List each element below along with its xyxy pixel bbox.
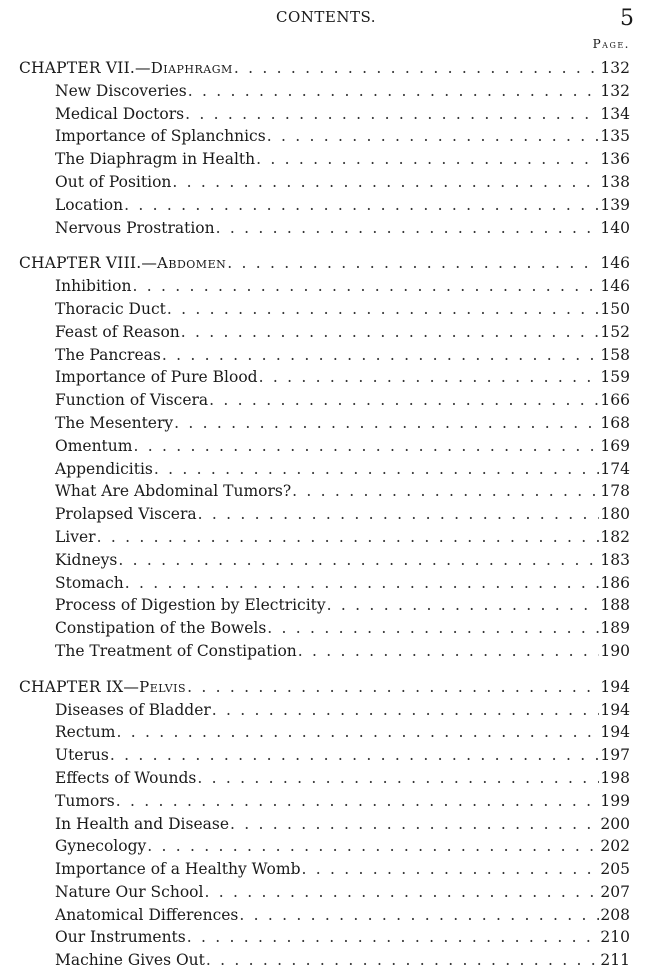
toc-entry[interactable] [0, 321, 652, 344]
toc-entry-title: What Are Abdominal Tumors? [55, 482, 292, 501]
toc-entry-page: 159 [600, 368, 630, 387]
toc-entry-page: 135 [600, 127, 630, 146]
toc-entry-page: 202 [600, 837, 630, 856]
toc-entry-page: 166 [600, 391, 630, 410]
dot-leader [162, 344, 600, 367]
toc-entry-title: Tumors [55, 791, 115, 810]
dot-leader [198, 503, 600, 526]
dot-leader [187, 926, 600, 949]
toc-entry-title: New Discoveries [55, 81, 187, 100]
toc-entry[interactable] [0, 171, 652, 194]
dot-leader [133, 435, 599, 458]
toc-entry-page: 178 [600, 482, 630, 501]
chapter-number: CHAPTER VIII.— [19, 254, 158, 273]
toc-entry-page: 152 [600, 322, 630, 341]
toc-entry-page: 207 [600, 882, 630, 901]
toc-entry[interactable] [0, 926, 652, 949]
toc-entry-title: Gynecology [55, 837, 147, 856]
dot-leader [239, 904, 599, 927]
toc-entry-page: 132 [600, 81, 630, 100]
toc-entry-title: Machine Gives Out [55, 951, 205, 970]
chapter-title: Abdomen [157, 254, 227, 273]
toc-entry[interactable] [0, 80, 652, 103]
chapter-page: 194 [600, 677, 630, 696]
toc-entry-page: 197 [600, 746, 630, 765]
toc-entry-page: 150 [600, 299, 630, 318]
toc-entry-title: Liver [55, 527, 96, 546]
toc-entry[interactable] [0, 744, 652, 767]
dot-leader [116, 790, 600, 813]
toc-entry-page: 180 [600, 505, 630, 524]
toc-entry[interactable] [0, 835, 652, 858]
toc-entry-title: Importance of a Healthy Womb [55, 860, 301, 879]
dot-leader [256, 148, 599, 171]
dot-leader [259, 366, 600, 389]
chapter-spacer [0, 239, 652, 252]
toc-entry-title: Prolapsed Viscera [55, 505, 197, 524]
toc-entry[interactable] [0, 435, 652, 458]
toc-entry-title: Function of Viscera [55, 391, 209, 410]
toc-entry-page: 169 [600, 436, 630, 455]
chapter-page: 132 [600, 59, 630, 77]
chapter-page: 146 [600, 254, 630, 273]
toc-entry[interactable] [0, 480, 652, 503]
toc-entry[interactable] [0, 881, 652, 904]
toc-entry-title: Nervous Prostration [55, 218, 215, 237]
dot-leader [216, 217, 600, 240]
toc-entry-title: Nature Our School [55, 882, 204, 901]
toc-entry-page: 186 [600, 573, 630, 592]
toc-entry-page: 210 [600, 928, 630, 947]
toc-entry-title: Medical Doctors [55, 104, 185, 123]
chapter-number: CHAPTER VII.— [19, 59, 151, 77]
toc-entry-page: 199 [600, 791, 630, 810]
toc-entry-title: Anatomical Differences [55, 905, 239, 924]
toc-entry-title: Process of Digestion by Electricity [55, 596, 326, 615]
toc-entry[interactable] [0, 572, 652, 595]
toc-entry-title: Rectum [55, 723, 116, 742]
toc-entry-title: Effects of Wounds [55, 768, 197, 787]
toc-entry-title: Our Instruments [55, 928, 186, 947]
toc-entry[interactable] [0, 344, 652, 367]
dot-leader [302, 858, 600, 881]
page-column-label: Page. [592, 37, 630, 51]
toc-entry-title: Diseases of Bladder [55, 700, 211, 719]
dot-leader [174, 412, 599, 435]
toc-entry-title: Importance of Splanchnics [55, 127, 266, 146]
toc-entry-page: 168 [600, 413, 630, 432]
toc-entry-title: Feast of Reason [55, 322, 180, 341]
toc-entry-title: Out of Position [55, 172, 172, 191]
dot-leader [292, 480, 599, 503]
toc-entry[interactable] [0, 275, 652, 298]
chapter-number: CHAPTER IX— [19, 677, 140, 696]
dot-leader [125, 572, 600, 595]
chapter-heading-row[interactable] [0, 676, 652, 699]
toc-entry[interactable] [0, 503, 652, 526]
toc-entry[interactable] [0, 458, 652, 481]
dot-leader [298, 640, 600, 663]
toc-entry-title: Thoracic Duct [55, 299, 166, 318]
toc-entry-title: Constipation of the Bowels [55, 619, 267, 638]
toc-entry-page: 136 [600, 150, 630, 169]
toc-entry-page: 194 [600, 723, 630, 742]
toc-entry-page: 190 [600, 641, 630, 660]
dot-leader [327, 594, 600, 617]
toc-entry-page: 139 [600, 195, 630, 214]
dot-leader [230, 813, 599, 836]
dot-leader [116, 721, 599, 744]
dot-leader [212, 699, 600, 722]
dot-leader [172, 171, 599, 194]
dot-leader [147, 835, 599, 858]
dot-leader [188, 80, 600, 103]
dot-leader [204, 881, 599, 904]
dot-leader [154, 458, 600, 481]
toc-entry[interactable] [0, 904, 652, 927]
toc-entry-page: 211 [600, 951, 630, 970]
toc-entry-page: 205 [600, 860, 630, 879]
toc-entry[interactable] [0, 412, 652, 435]
toc-entry-page: 146 [600, 277, 630, 296]
toc-entry-page: 182 [600, 527, 630, 546]
toc-entry[interactable] [0, 389, 652, 412]
toc-entry[interactable] [0, 699, 652, 722]
dot-leader [267, 125, 600, 148]
toc-entry-page: 194 [600, 700, 630, 719]
dot-leader [197, 767, 599, 790]
chapter-title: Diaphragm [150, 59, 233, 77]
toc-entry-title: Appendicitis [55, 459, 153, 478]
toc-entry[interactable] [0, 640, 652, 663]
dot-leader [167, 298, 600, 321]
toc-entry-page: 188 [600, 596, 630, 615]
toc-entry[interactable] [0, 790, 652, 813]
toc-entry-title: The Pancreas [55, 345, 161, 364]
toc-entry-title: The Mesentery [55, 413, 174, 432]
toc-entry[interactable] [0, 767, 652, 790]
toc-entry-page: 138 [600, 172, 630, 191]
toc-entry[interactable] [0, 813, 652, 836]
chapter-spacer [0, 663, 652, 676]
toc-entry[interactable] [0, 858, 652, 881]
chapter-heading-row[interactable] [0, 57, 652, 80]
toc-entry-page: 198 [600, 768, 630, 787]
dot-leader [124, 194, 599, 217]
dot-leader [209, 389, 599, 412]
toc-entry[interactable] [0, 217, 652, 240]
dot-leader [181, 321, 600, 344]
toc-entry[interactable] [0, 366, 652, 389]
toc-entry[interactable] [0, 549, 652, 572]
toc-entry-title: Location [55, 195, 124, 214]
toc-entry-page: 189 [600, 619, 630, 638]
toc-entry-page: 208 [600, 905, 630, 924]
dot-leader [118, 549, 599, 572]
toc-entry[interactable] [0, 103, 652, 126]
toc-entry[interactable] [0, 194, 652, 217]
table-of-contents [0, 57, 652, 972]
toc-entry[interactable] [0, 148, 652, 171]
toc-entry-title: Inhibition [55, 277, 132, 296]
toc-entry-title: Omentum [55, 436, 133, 455]
toc-entry-title: The Treatment of Constipation [55, 641, 297, 660]
toc-entry-title: Uterus [55, 746, 109, 765]
toc-entry-title: Importance of Pure Blood [55, 368, 258, 387]
toc-entry-page: 183 [600, 550, 630, 569]
toc-entry[interactable] [0, 526, 652, 549]
toc-entry[interactable] [0, 298, 652, 321]
dot-leader [267, 617, 599, 640]
toc-entry-title: Kidneys [55, 550, 118, 569]
toc-entry-title: In Health and Disease [55, 814, 230, 833]
dot-leader [132, 275, 599, 298]
toc-entry[interactable] [0, 125, 652, 148]
toc-entry-page: 200 [600, 814, 630, 833]
toc-entry[interactable] [0, 594, 652, 617]
toc-entry-page: 174 [600, 459, 630, 478]
dot-leader [97, 526, 600, 549]
dot-leader [234, 57, 600, 80]
dot-leader [206, 949, 600, 972]
dot-leader [185, 103, 599, 126]
toc-entry-page: 134 [600, 104, 630, 123]
toc-entry-title: Stomach [55, 573, 124, 592]
chapter-title: Pelvis [139, 677, 187, 696]
toc-entry[interactable] [0, 617, 652, 640]
dot-leader [227, 252, 599, 275]
dot-leader [187, 676, 599, 699]
toc-entry[interactable] [0, 949, 652, 972]
toc-entry-page: 158 [600, 345, 630, 364]
page-number: 5 [620, 6, 634, 31]
running-title: CONTENTS. [276, 8, 376, 26]
toc-entry[interactable] [0, 721, 652, 744]
toc-entry-title: The Diaphragm in Health [55, 150, 256, 169]
chapter-heading-row[interactable] [0, 252, 652, 275]
dot-leader [110, 744, 600, 767]
toc-entry-page: 140 [600, 218, 630, 237]
